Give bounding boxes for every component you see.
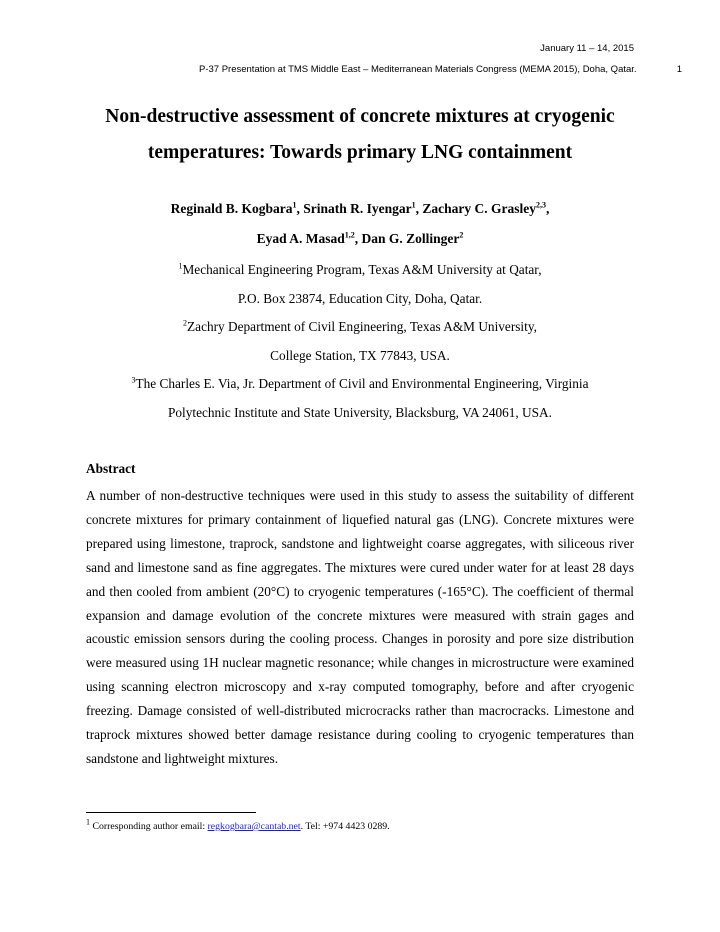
paper-title-line-1: Non-destructive assessment of concrete mixtures at cryogenic [105,106,615,127]
author-separator: , [415,201,423,216]
affiliation-2 [60,319,660,335]
author-line-2 [60,231,660,247]
abstract-heading: Abstract [86,461,136,476]
author-affiliation-marker: 2,3 [536,200,547,210]
email-link[interactable]: regkogbara@cantab.net [207,821,301,832]
author-name: Reginald B. Kogbara [170,201,293,216]
paper-title-line-2: temperatures: Towards primary LNG containment [147,142,573,163]
author-name: Zachary C. Grasley [422,201,537,216]
affiliation-marker: 3 [131,375,136,385]
footnote-divider [86,812,256,813]
header-conference: P-37 Presentation at TMS Middle East – Mediterranean Materials Congress (MEMA 2015), Doha, Qatar. [199,64,637,75]
author-separator: , [546,201,550,216]
affiliation-text: The Charles E. Via, Jr. Department of Civil and Environmental Engineering, Virginia [135,376,589,391]
footnote [86,817,390,832]
abstract-body: A number of non-destructive techniques were used in this study to assess the suitability of different concrete mixtures for primary containment of liquefied natural gas (LNG). Concrete mixtures were prepared using limestone, traprock, sandstone and lightweight coarse aggregates, with siliceous river sand and limestone sand as fine aggregates. The mixtures were cured under water for at least 28 days and then cooled from ambient (20°C) to cryogenic temperatures (-165°C). The coefficient of thermal expansion and damage evolution of the concrete mixtures were measured with strain gages and acoustic emission sensors during the cooling process. Changes in porosity and pore size distribution were measured using 1H nuclear magnetic resonance; while changes in microstructure were examined using scanning electron microscopy and x-ray computed tomography, before and after cryogenic freezing. Damage consisted of well-distributed microcracks rather than macrocracks. Limestone and traprock mixtures showed better damage resistance during cooling to cryogenic temperatures than sandstone and lightweight mixtures. [86,488,634,766]
page-number: 1 [676,64,682,75]
affiliation-marker: 2 [183,318,188,328]
author-name: Srinath R. Iyengar [303,201,412,216]
affiliation-1 [60,262,660,278]
footnote-marker: 1 [86,817,90,827]
affiliation-text: Mechanical Engineering Program, Texas A&M University at Qatar, [182,262,542,277]
author-name: Eyad A. Masad [256,231,345,246]
footnote-prefix: Corresponding author email: [90,821,208,832]
author-line-1 [60,201,660,217]
header-date: January 11 – 14, 2015 [540,43,634,54]
affiliation-1-address: P.O. Box 23874, Education City, Doha, Qatar. [237,291,483,306]
author-affiliation-marker: 1 [292,200,297,210]
affiliation-3 [60,376,660,392]
affiliation-marker: 1 [178,261,183,271]
author-name: Dan G. Zollinger [361,231,460,246]
affiliation-3-address: Polytechnic Institute and State University, Blacksburg, VA 24061, USA. [168,405,552,420]
author-affiliation-marker: 1,2 [344,230,355,240]
author-separator: , [354,231,362,246]
author-separator: , [296,201,304,216]
author-affiliation-marker: 2 [459,230,464,240]
author-affiliation-marker: 1 [411,200,416,210]
affiliation-2-address: College Station, TX 77843, USA. [270,348,450,363]
footnote-suffix: . Tel: +974 4423 0289. [300,821,390,832]
affiliation-text: Zachry Department of Civil Engineering, Texas A&M University, [187,319,537,334]
